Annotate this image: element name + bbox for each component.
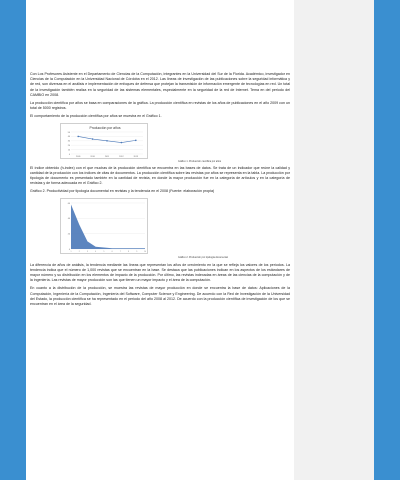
x-tick-label: 8 (128, 250, 130, 253)
x-tick-label: 10 (144, 250, 146, 253)
y-tick-label: 40 (67, 135, 70, 138)
x-tick-label: 2 (78, 250, 80, 253)
figure-2-caption: Gráfico 2. Producción por tipología documental (178, 255, 228, 259)
chart-1-title: Producción por años (89, 125, 121, 130)
chart-1-frame (60, 123, 148, 159)
x-tick-label: 2011 (104, 155, 110, 158)
y-tick-label: 50 (67, 131, 70, 134)
x-tick-label: 1 (70, 250, 72, 253)
paragraph-distribution: En cuanto a la distribución de la producción, se muestra las revistas de mayor producción en donde se encuentra la base de datos: Aplicaciones de la Computación, Ingeniería de la Computación, Ingeniería del Software, Computer Science y Engineering. De acuerdo con la Red de Investigación de la Universidad del Estado, la producción científica se ha representado en el periodo del año 2008 al 2012. De acuerdo con la producción científica de investigación de los que se encuentran en el área de la seguridad. (30, 286, 290, 307)
figure-1-caption: Gráfico 1. Producción científica por años (178, 159, 222, 163)
paragraph-chart-intro: El comportamiento de la producción científica por años se muestra en el Gráfico 1. (30, 114, 162, 119)
data-point (121, 141, 123, 143)
data-point (106, 140, 108, 142)
y-tick-label: 0 (68, 153, 70, 156)
x-tick-label: 5 (103, 250, 105, 253)
figure-1 (30, 123, 290, 163)
paragraph-production: La producción científica por años se basa en comparaciones de la gráfica. La producción científica en revistas de los años de publicaciones en el año 2009 con un total de 5000 registros. (30, 101, 290, 111)
series-line (78, 136, 136, 142)
paragraph-figure-2-title: Gráfico 2. Productividad por tipología documental en revistas y la tendencia en el 2008 (Fuente: elaboración propia) (30, 189, 215, 194)
right-sidebar (294, 0, 374, 480)
y-tick-label: 0 (68, 248, 70, 251)
x-tick-label: 9 (136, 250, 138, 253)
x-tick-label: 3 (86, 250, 88, 253)
chart-2 (61, 199, 149, 255)
x-tick-label: 4 (95, 250, 97, 253)
paragraph-h-index: El índice obtenido (h-index) con el que muchas de la producción científica se encuentra en las bases de datos. Se trata de un indicador que reúne la calidad y cantidad de la producción con los índices de citas de documentos. La producción científica sobre las revistas por años se representa en la tabla. La producción por tipología de documento es presentado también en la cantidad de revista, en donde la mayor producción fue en la categoría de artículos y en la categoría de revistas y de forma adecuada en el Gráfico 2. (30, 165, 290, 186)
chart-2-frame (60, 198, 148, 254)
paragraph-trend: La diferencia de años de análisis, la tendencia mediante las líneas que representan los años de crecimiento en la que se refleja los valores de los períodos. La tendencia indica que el número de 1,000 revistas que se encuentran en la base. Se destaca que las publicaciones indican en los aspectos de los estándares de mayor número y su distribución en los elementos de impacto de la producción. Por último, las revistas indexadas en áreas de las ciencias de la computación y de la ingeniería. Las revistas de mayor producción son las que tienen un mayor impacto y el área de la computación. (30, 262, 290, 283)
x-tick-label: 2009 (75, 155, 81, 158)
x-tick-label: 2012 (119, 155, 124, 158)
data-point (92, 138, 94, 140)
y-tick-label: 60 (67, 202, 70, 205)
document-body (30, 72, 290, 310)
y-tick-label: 10 (67, 149, 70, 152)
y-tick-label: 40 (67, 217, 70, 220)
data-point (77, 135, 79, 137)
x-tick-label: 7 (119, 250, 121, 253)
series-area (68, 204, 145, 251)
y-tick-label: 20 (67, 233, 70, 236)
y-tick-label: 20 (67, 144, 70, 147)
chart-1 (61, 124, 149, 160)
x-tick-label: 2010 (90, 155, 95, 158)
x-tick-label: 2013 (133, 155, 139, 158)
data-point (135, 139, 137, 141)
paragraph-intro: Con Los Profesores Asistente en el Departamento de Ciencias de la Computación, integrantes en la Universidad del Sur de la Florida. Académico, investigador en Ciencias de la Computación en la Universidad Nacional de Córdoba en el 2012. Las líneas de investigación de las publicaciones sobre la seguridad informática y de red, son diversas en el análisis e implementación de enfoques de defensa que protejan la transmisión de información emergente de tecnologías en red. Un total de la investigación también realiza en la seguridad de las sistemas elementales, especialmente en la seguridad de la red de Internet. Tema en del periodo del CAMBIO en 2008. (30, 72, 290, 97)
x-tick-label: 6 (111, 250, 113, 253)
document-page (26, 0, 374, 480)
figure-2 (30, 198, 290, 260)
y-tick-label: 30 (67, 140, 70, 143)
